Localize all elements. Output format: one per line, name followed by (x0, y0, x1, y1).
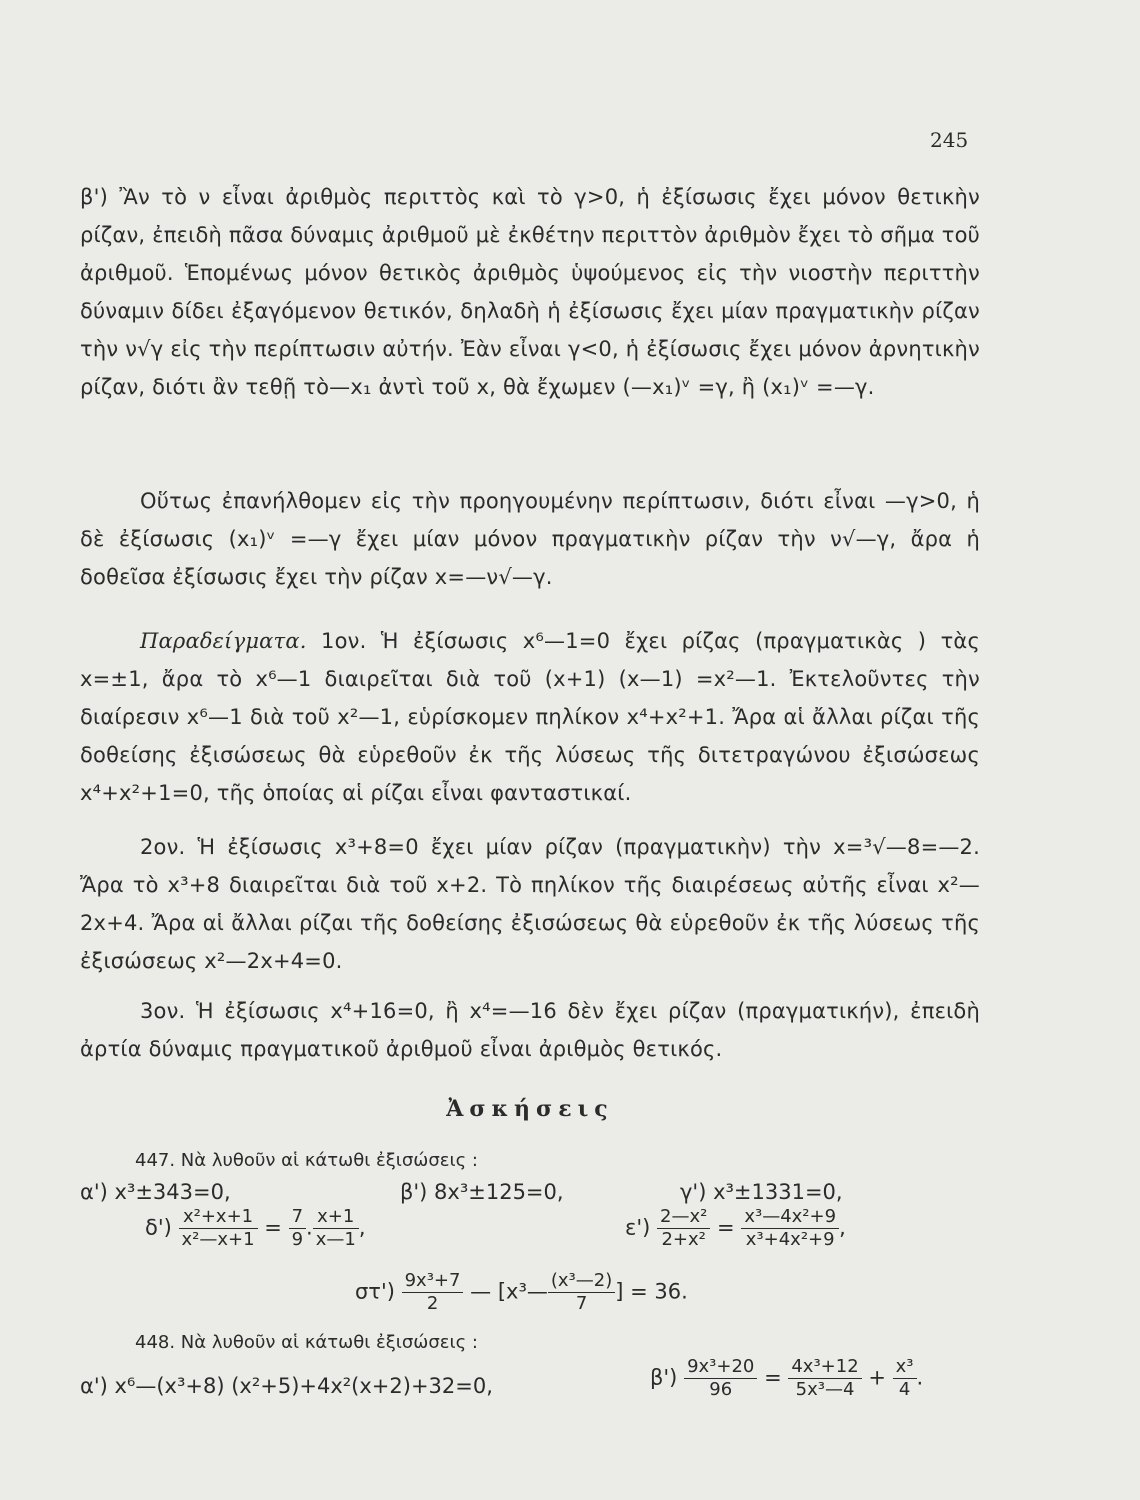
paragraph-example-1 (80, 622, 980, 812)
exercises-heading: Ἀσκήσεις (446, 1096, 614, 1122)
numerator: (x³—2) (548, 1270, 615, 1293)
fraction (289, 1206, 306, 1251)
denominator: x—1 (315, 1229, 356, 1250)
numerator: x²+x+1 (179, 1206, 258, 1229)
denominator: x³+4x²+9 (745, 1229, 835, 1250)
page-number: 245 (930, 128, 969, 152)
exercise-447-d (145, 1206, 366, 1251)
equals-sign: = (264, 1215, 282, 1240)
exercise-447-e (625, 1206, 846, 1251)
fraction (657, 1206, 710, 1251)
paragraph-beta: β') Ἂν τὸ ν εἶναι ἀριθμὸς περιττὸς καὶ τὸ γ>0, ἡ ἐξίσωσις ἔχει μόνον θετικὴν ρίζαν, ἐπειδὴ πᾶσα δύναμις ἀριθμοῦ μὲ ἐκθέτην περιττὸν ἀριθμὸν ἔχει τὸ σῆμα τοῦ ἀριθμοῦ. Ἑπομένως μόνον θετικὸς ἀριθμὸς ὑψούμενος εἰς τὴν νιοστὴν περιττὴν δύναμιν δίδει ἐξαγόμενον θετικόν, δηλαδὴ ἡ ἐξίσωσις ἔχει μίαν πραγματικὴν ρίζαν τὴν ν√γ εἰς τὴν περίπτωσιν αὐτήν. Ἐὰν εἶναι γ<0, ἡ ἐξίσωσις ἔχει μόνον ἀρνητικὴν ρίζαν, διότι ἂν τεθῇ τὸ—x₁ ἀντὶ τοῦ x, θὰ ἔχωμεν (—x₁)ᵛ =γ, ἢ (x₁)ᵛ =—γ. (80, 185, 980, 399)
fraction (548, 1270, 615, 1315)
comma: , (358, 1215, 366, 1240)
fraction (402, 1270, 464, 1315)
equation-end: ] = 36. (615, 1279, 688, 1304)
numerator: 9x³+7 (402, 1270, 464, 1293)
dot: . (306, 1215, 313, 1240)
exercise-447-a: α') x³±343=0, (80, 1180, 231, 1204)
exercise-448-a: α') x⁶—(x³+8) (x²+5)+4x²(x+2)+32=0, (80, 1374, 493, 1398)
fraction (788, 1356, 861, 1401)
denominator: x²—x+1 (181, 1229, 255, 1250)
exercise-447-st-label: στ') (355, 1279, 395, 1304)
denominator: 9 (291, 1229, 304, 1250)
denominator: 5x³—4 (795, 1379, 855, 1400)
example-1-text: 1ον. Ἡ ἐξίσωσις x⁶—1=0 ἔχει ρίζας (πραγματικὰς ) τὰς x=±1, ἄρα τὸ x⁶—1 διαιρεῖται διὰ τοῦ (x+1) (x—1) =x²—1. Ἐκτελοῦντες τὴν διαίρεσιν x⁶—1 διὰ τοῦ x²—1, εὑρίσκομεν πηλίκον x⁴+x²+1. Ἄρα αἱ ἄλλαι ρίζαι τῆς δοθείσης ἐξισώσεως θὰ εὑρεθοῦν ἐκ τῆς λύσεως τῆς διτετραγώνου ἐξισώσεως x⁴+x²+1=0, τῆς ὁποίας αἱ ρίζαι εἶναι φανταστικαί. (80, 629, 980, 805)
numerator: x³—4x²+9 (741, 1206, 839, 1229)
numerator: 4x³+12 (788, 1356, 861, 1379)
denominator: 4 (898, 1379, 911, 1400)
fraction (741, 1206, 839, 1251)
numerator: x³ (893, 1356, 917, 1379)
exercise-447-e-label: ε') (625, 1215, 651, 1240)
comma: , (839, 1215, 846, 1240)
bracket-expression: — [x³— (470, 1279, 548, 1304)
numerator: 2—x² (657, 1206, 710, 1229)
numerator: 9x³+20 (684, 1356, 757, 1379)
exercise-447-st (355, 1270, 688, 1315)
denominator: 96 (709, 1379, 733, 1400)
fraction (313, 1206, 359, 1251)
exercise-447-intro: 447. Νὰ λυθοῦν αἱ κάτωθι ἐξισώσεις : (135, 1150, 478, 1171)
fraction (179, 1206, 258, 1251)
exercise-447-b: β') 8x³±125=0, (400, 1180, 564, 1204)
paragraph-example-2: 2ον. Ἡ ἐξίσωσις x³+8=0 ἔχει μίαν ρίζαν (πραγματικὴν) τὴν x=³√—8=—2. Ἄρα τὸ x³+8 διαιρεῖται διὰ τοῦ x+2. Τὸ πηλίκον τῆς διαιρέσεως αὐτῆς εἶναι x²—2x+4. Ἄρα αἱ ἄλλαι ρίζαι τῆς δοθείσης ἐξισώσεως θὰ εὑρεθοῦν ἐκ τῆς λύσεως τῆς ἐξισώσεως x²—2x+4=0. (80, 835, 980, 973)
plus-sign: + (868, 1365, 886, 1390)
denominator: 2+x² (661, 1229, 706, 1250)
numerator: x+1 (313, 1206, 359, 1229)
exercise-448-intro: 448. Νὰ λυθοῦν αἱ κάτωθι ἐξισώσεις : (135, 1332, 478, 1353)
paragraph-example-3: 3ον. Ἡ ἐξίσωσις x⁴+16=0, ἢ x⁴=—16 δὲν ἔχει ρίζαν (πραγματικήν), ἐπειδὴ ἀρτία δύναμις πραγματικοῦ ἀριθμοῦ εἶναι ἀριθμὸς θετικός. (80, 999, 980, 1061)
equals-sign: = (717, 1215, 735, 1240)
fraction (893, 1356, 917, 1401)
exercise-448-b (650, 1356, 923, 1401)
period: . (916, 1365, 924, 1390)
numerator: 7 (289, 1206, 306, 1229)
exercise-447-c: γ') x³±1331=0, (680, 1180, 843, 1204)
exercise-447-d-label: δ') (145, 1215, 172, 1240)
equals-sign: = (764, 1365, 782, 1390)
denominator: 7 (575, 1293, 588, 1314)
paragraph-outos: Οὕτως ἐπανήλθομεν εἰς τὴν προηγουμένην περίπτωσιν, διότι εἶναι —γ>0, ἡ δὲ ἐξίσωσις (x₁)ᵛ =—γ ἔχει μίαν μόνον πραγματικὴν ρίζαν τὴν ν√—γ, ἄρα ἡ δοθεῖσα ἐξίσωσις ἔχει τὴν ρίζαν x=—ν√—γ. (80, 489, 980, 589)
denominator: 2 (426, 1293, 439, 1314)
exercise-448-b-label: β') (650, 1365, 678, 1390)
fraction (684, 1356, 757, 1401)
examples-title: Παραδείγματα. (140, 629, 307, 653)
